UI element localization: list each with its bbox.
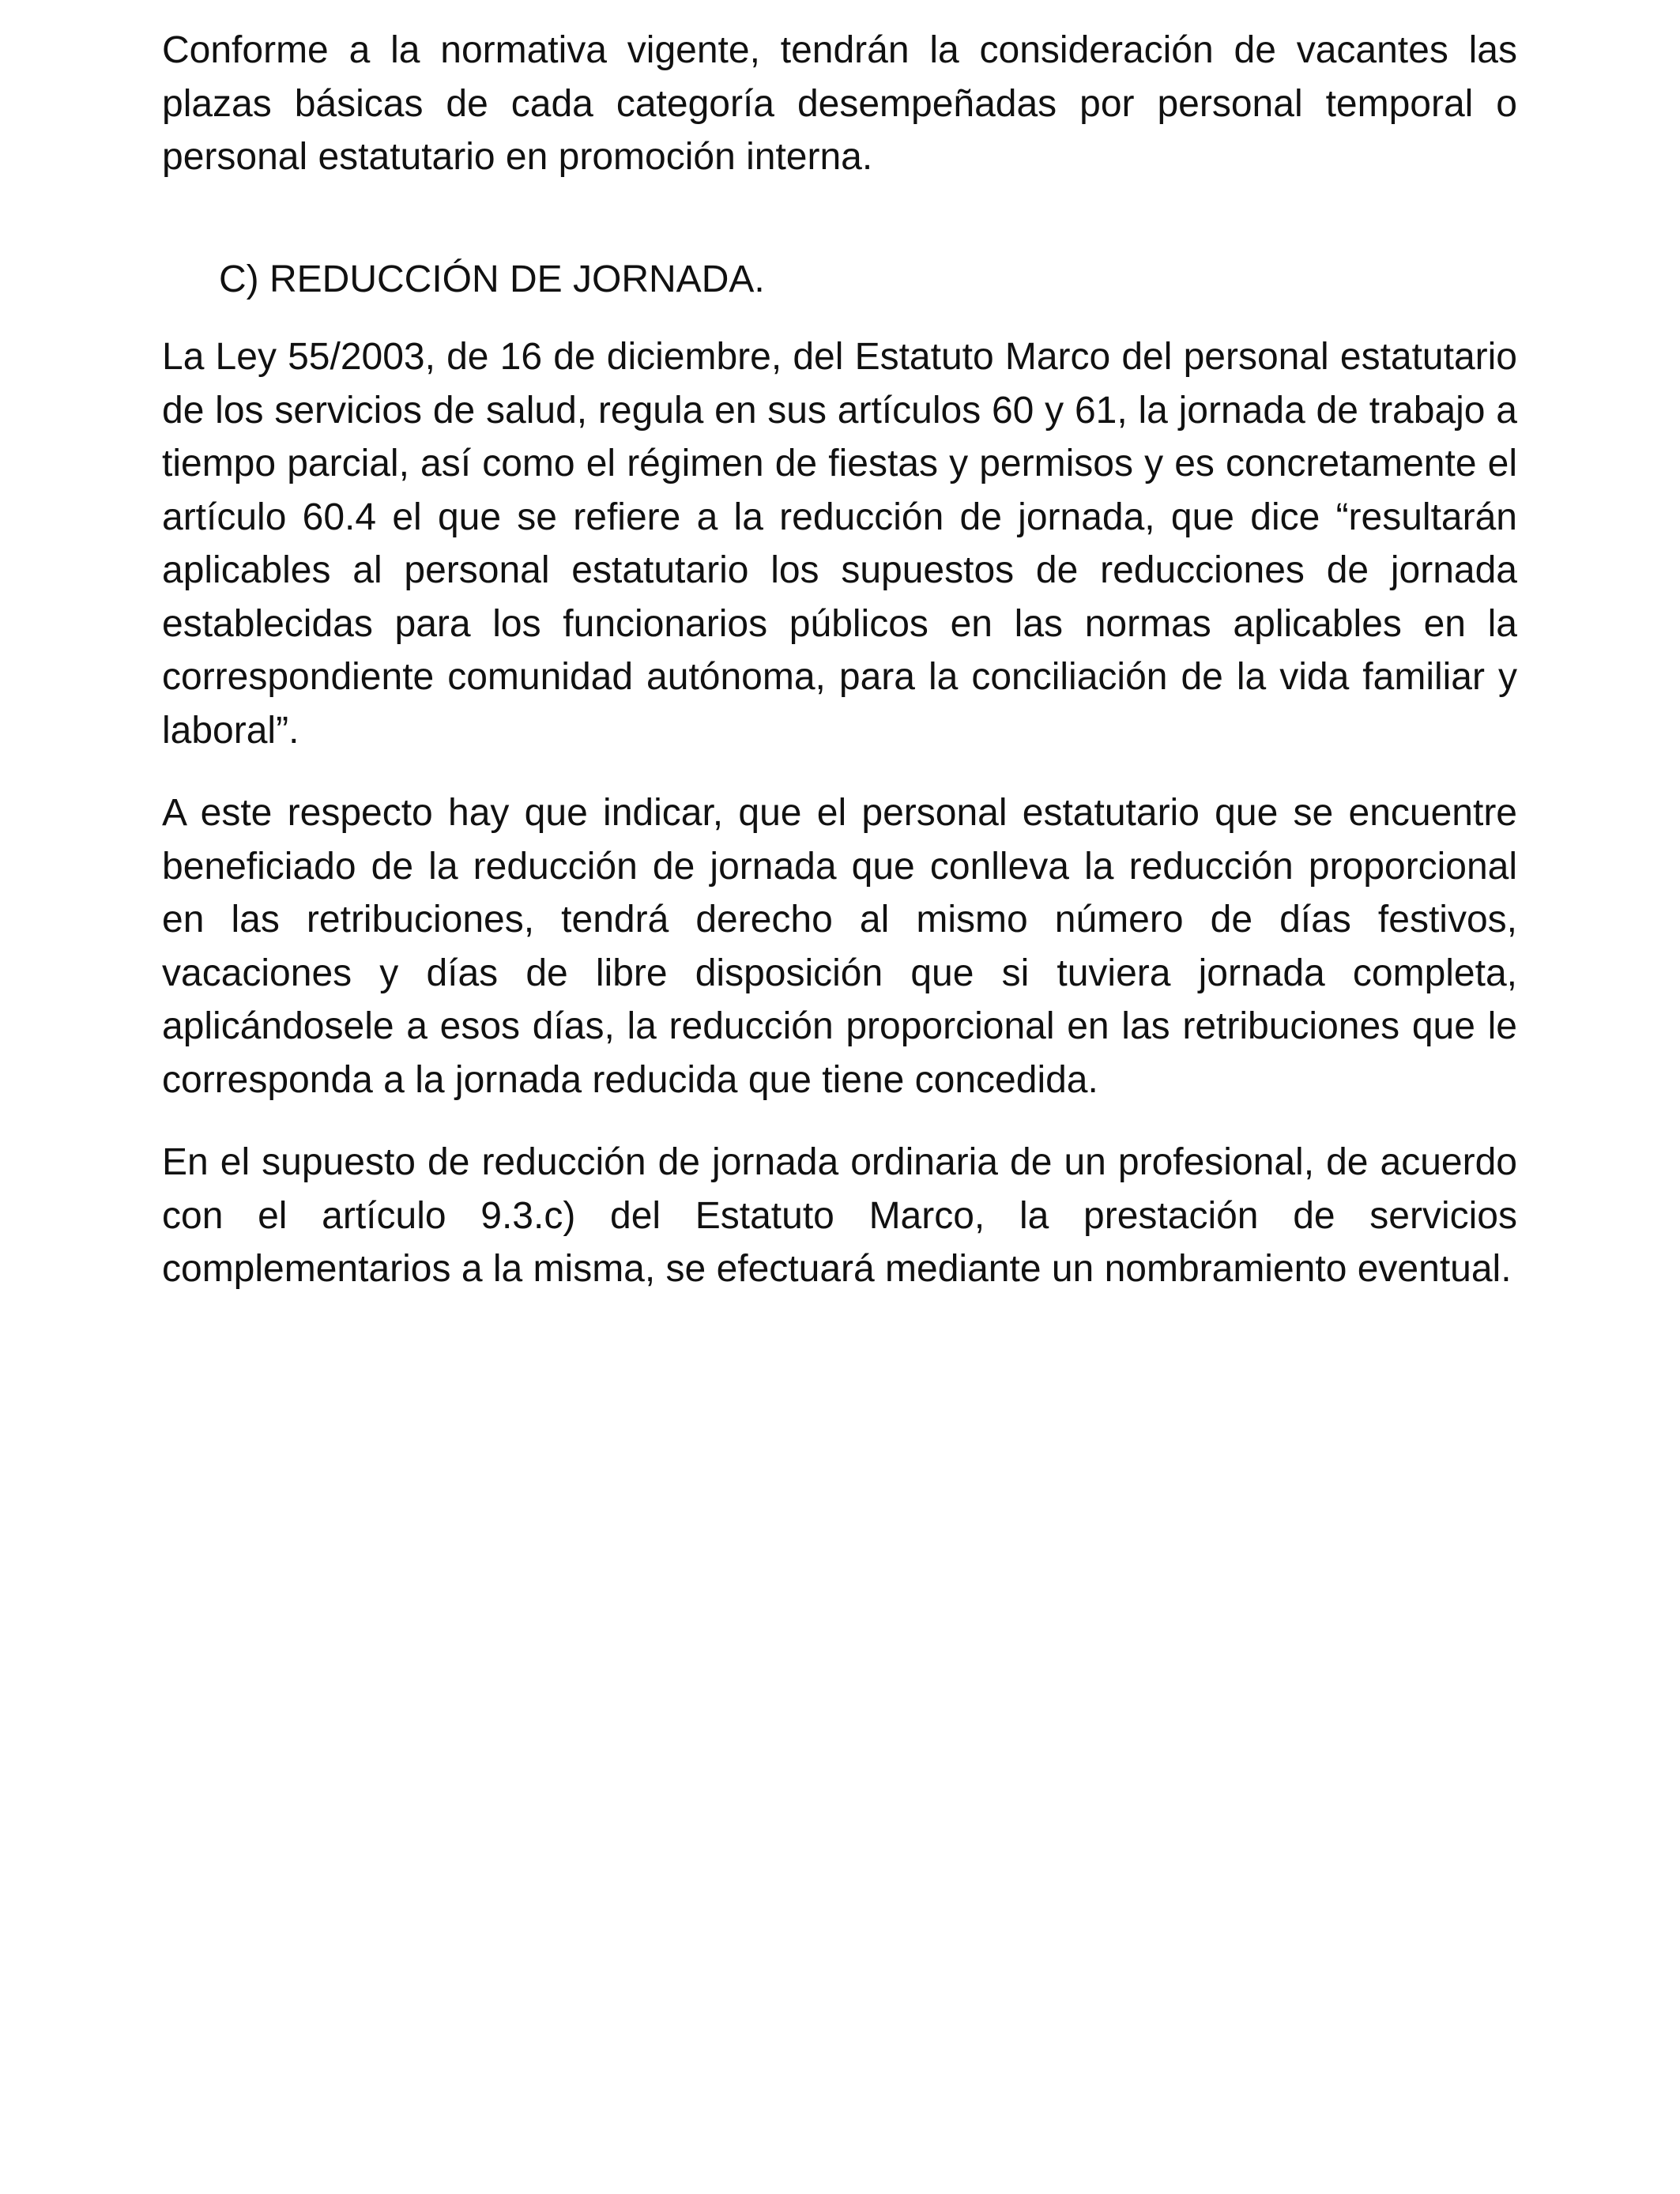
paragraph-respecto: A este respecto hay que indicar, que el personal estatutario que se encuentre beneficiado de la reducción de jornada que conlleva la reducción proporcional en las retribuciones, tendrá derecho al mismo número de días festivos, vacaciones y días de libre disposición que si tuviera jornada completa, aplicándosele a esos días, la reducción proporcional en las retribuciones que le corresponda a la jornada reducida que tiene concedida. bbox=[162, 792, 1517, 1101]
paragraph-vacantes: Conforme a la normativa vigente, tendrán la consideración de vacantes las plazas básicas de cada categoría desempeñadas por personal temporal o personal estatutario en promoción interna. bbox=[162, 29, 1517, 178]
paragraph-supuesto: En el supuesto de reducción de jornada ordinaria de un profesional, de acuerdo con el artículo 9.3.c) del Estatuto Marco, la prestación de servicios complementarios a la misma, se efectuará mediante un nombramiento eventual. bbox=[162, 1141, 1517, 1290]
paragraph-ley-55-2003: La Ley 55/2003, de 16 de diciembre, del Estatuto Marco del personal estatutario de los servicios de salud, regula en sus artículos 60 y 61, la jornada de trabajo a tiempo parcial, así como el régimen de fiestas y permisos y es concretamente el artículo 60.4 el que se refiere a la reducción de jornada, que dice “resultarán aplicables al personal estatutario los supuestos de reducciones de jornada establecidas para los funcionarios públicos en las normas aplicables en la correspondiente comunidad autónoma, para la conciliación de la vida familiar y laboral”. bbox=[162, 336, 1517, 752]
document-body bbox=[162, 24, 1517, 1296]
section-heading-reduccion-jornada: C) REDUCCIÓN DE JORNADA. bbox=[219, 258, 765, 300]
